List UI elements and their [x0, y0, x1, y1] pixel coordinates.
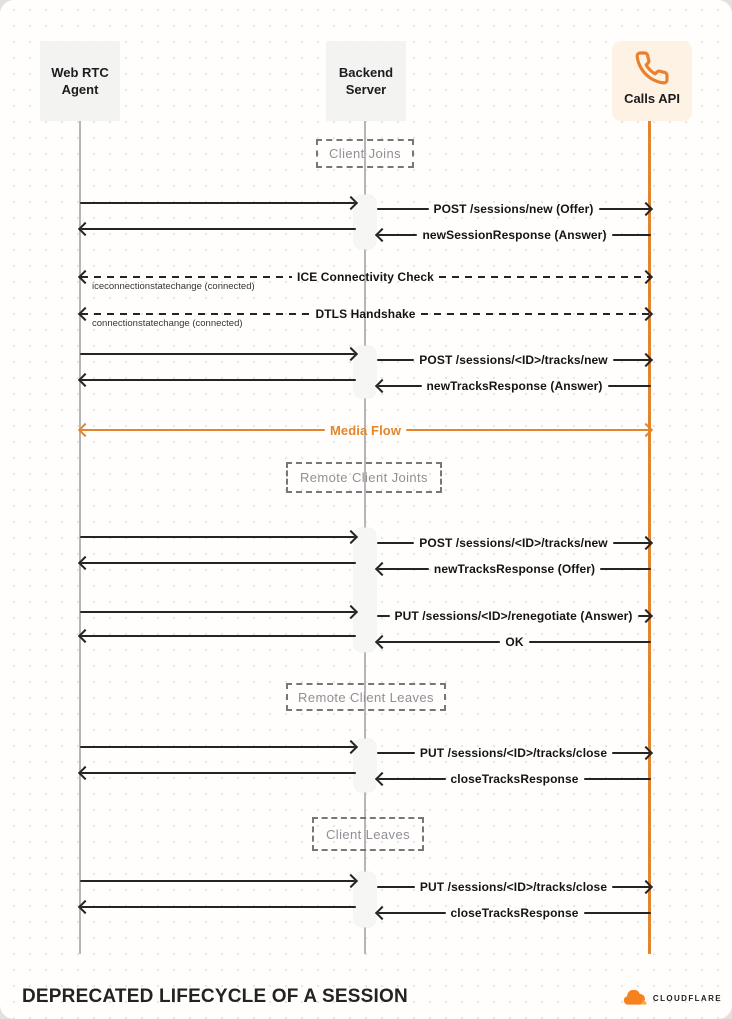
arrow-line: [80, 536, 355, 539]
event-note: connectionstatechange (connected): [92, 318, 243, 329]
arrow-line: [377, 542, 414, 545]
cloudflare-logo: [623, 990, 722, 1006]
message-line: [80, 344, 356, 364]
arrowhead-left-icon: [78, 373, 92, 387]
dashed-arrow-line: [81, 313, 310, 316]
phone-icon: [634, 50, 670, 86]
message-line: [377, 533, 651, 553]
arrowhead-left-icon: [78, 423, 92, 437]
arrow-line: [80, 353, 355, 356]
arrowhead-left-icon: [375, 228, 389, 242]
arrow-line: [81, 906, 356, 909]
message-line: [377, 743, 651, 763]
message-line: [80, 871, 356, 891]
arrowhead-right-icon: [344, 196, 358, 210]
message-line: [80, 602, 356, 622]
arrowhead-right-icon: [344, 530, 358, 544]
actor-box-webrtc-agent: [40, 41, 120, 121]
message-line: [80, 897, 356, 917]
message-line: [377, 350, 651, 370]
arrow-line: [81, 635, 356, 638]
arrowhead-right-icon: [639, 880, 653, 894]
message-label: newTracksResponse (Offer): [433, 562, 596, 576]
arrowhead-right-icon: [639, 423, 653, 437]
arrow-line: [80, 746, 355, 749]
cloudflare-cloud-icon: [623, 990, 649, 1006]
arrowhead-left-icon: [78, 766, 92, 780]
arrow-line: [81, 379, 356, 382]
arrow-line: [584, 912, 652, 915]
message-label: POST /sessions/<ID>/tracks/new: [419, 353, 608, 367]
activation-bar: [354, 528, 376, 652]
section-label: Remote Client Leaves: [298, 689, 434, 705]
section-box-remote-client-joints: [286, 462, 442, 493]
section-box-client-joins: [316, 139, 414, 168]
arrowhead-right-icon: [639, 536, 653, 550]
message-label: PUT /sessions/<ID>/renegotiate (Answer): [394, 609, 633, 623]
arrow-line: [612, 234, 651, 237]
arrowhead-right-icon: [344, 605, 358, 619]
arrowhead-left-icon: [78, 270, 92, 284]
message-line: [377, 632, 651, 652]
arrow-line: [377, 615, 390, 618]
section-label: Client Leaves: [326, 826, 410, 842]
arrowhead-right-icon: [344, 347, 358, 361]
footer-title: DEPRECATED LIFECYCLE OF A SESSION: [22, 986, 408, 1007]
arrow-line: [377, 359, 414, 362]
message-label: PUT /sessions/<ID>/tracks/close: [419, 880, 608, 894]
arrow-line: [608, 385, 652, 388]
arrow-line: [377, 752, 415, 755]
arrow-line: [378, 641, 500, 644]
cloudflare-wordmark: CLOUDFLARE: [652, 993, 722, 1003]
arrowhead-right-icon: [639, 353, 653, 367]
message-label: POST /sessions/new (Offer): [433, 202, 594, 216]
message-label: closeTracksResponse: [450, 906, 579, 920]
message-label: PUT /sessions/<ID>/tracks/close: [419, 746, 608, 760]
arrowhead-right-icon: [639, 609, 653, 623]
arrow-line: [81, 772, 356, 775]
arrow-line: [584, 778, 652, 781]
message-label: newSessionResponse (Answer): [422, 228, 607, 242]
event-note: iceconnectionstatechange (connected): [92, 281, 255, 292]
arrowhead-left-icon: [375, 772, 389, 786]
message-label: newTracksResponse (Answer): [426, 379, 603, 393]
message-line: [80, 763, 356, 783]
arrowhead-right-icon: [639, 746, 653, 760]
arrow-line: [80, 611, 355, 614]
arrowhead-left-icon: [78, 307, 92, 321]
message-line: [377, 877, 651, 897]
message-line: [377, 559, 651, 579]
arrow-line: [81, 228, 356, 231]
message-label: closeTracksResponse: [450, 772, 579, 786]
arrowhead-left-icon: [78, 900, 92, 914]
actor-label: Web RTC: [51, 64, 109, 80]
arrow-line: [600, 568, 651, 571]
arrowhead-left-icon: [375, 562, 389, 576]
message-line: [377, 903, 651, 923]
message-line: [80, 193, 356, 213]
arrowhead-right-icon: [639, 307, 653, 321]
message-line: [80, 219, 356, 239]
arrowhead-left-icon: [78, 556, 92, 570]
message-label: Media Flow: [329, 422, 402, 438]
message-label: ICE Connectivity Check: [297, 270, 434, 284]
section-box-client-leaves: [312, 817, 424, 851]
arrow-line: [80, 202, 355, 205]
actor-label: Calls API: [624, 91, 680, 106]
section-label: Remote Client Joints: [300, 470, 428, 485]
message-line: [377, 606, 651, 626]
arrow-line: [406, 429, 650, 432]
section-box-remote-client-leaves: [286, 683, 446, 711]
arrow-line: [529, 641, 651, 644]
message-label: DTLS Handshake: [315, 307, 416, 321]
message-line: [80, 553, 356, 573]
message-label: POST /sessions/<ID>/tracks/new: [419, 536, 608, 550]
actor-label: Backend: [338, 64, 394, 80]
arrow-line: [377, 208, 429, 211]
media-flow-arrow: [80, 420, 651, 440]
message-line: [377, 225, 651, 245]
arrowhead-left-icon: [375, 906, 389, 920]
arrowhead-left-icon: [78, 222, 92, 236]
message-line: [80, 626, 356, 646]
dashed-arrow-line: [439, 276, 650, 279]
arrow-line: [81, 429, 325, 432]
message-label: OK: [505, 635, 524, 649]
message-line: [377, 769, 651, 789]
arrow-line: [377, 886, 415, 889]
arrowhead-right-icon: [344, 740, 358, 754]
arrowhead-left-icon: [375, 379, 389, 393]
arrowhead-right-icon: [344, 874, 358, 888]
message-line: [80, 737, 356, 757]
arrow-line: [81, 562, 356, 565]
arrow-line: [80, 880, 355, 883]
arrowhead-right-icon: [639, 202, 653, 216]
actor-label: Agent: [61, 82, 99, 97]
arrowhead-left-icon: [78, 629, 92, 643]
message-line: [377, 376, 651, 396]
actor-box-backend-server: [326, 41, 406, 121]
dashed-arrow-line: [81, 276, 292, 279]
message-line: [80, 527, 356, 547]
arrowhead-left-icon: [375, 635, 389, 649]
dashed-arrow-line: [421, 313, 650, 316]
message-line: [80, 370, 356, 390]
section-label: Client Joins: [329, 146, 401, 161]
message-line: [377, 199, 651, 219]
arrowhead-right-icon: [639, 270, 653, 284]
actor-label: Server: [345, 82, 387, 97]
actor-box-calls-api: [612, 41, 692, 121]
